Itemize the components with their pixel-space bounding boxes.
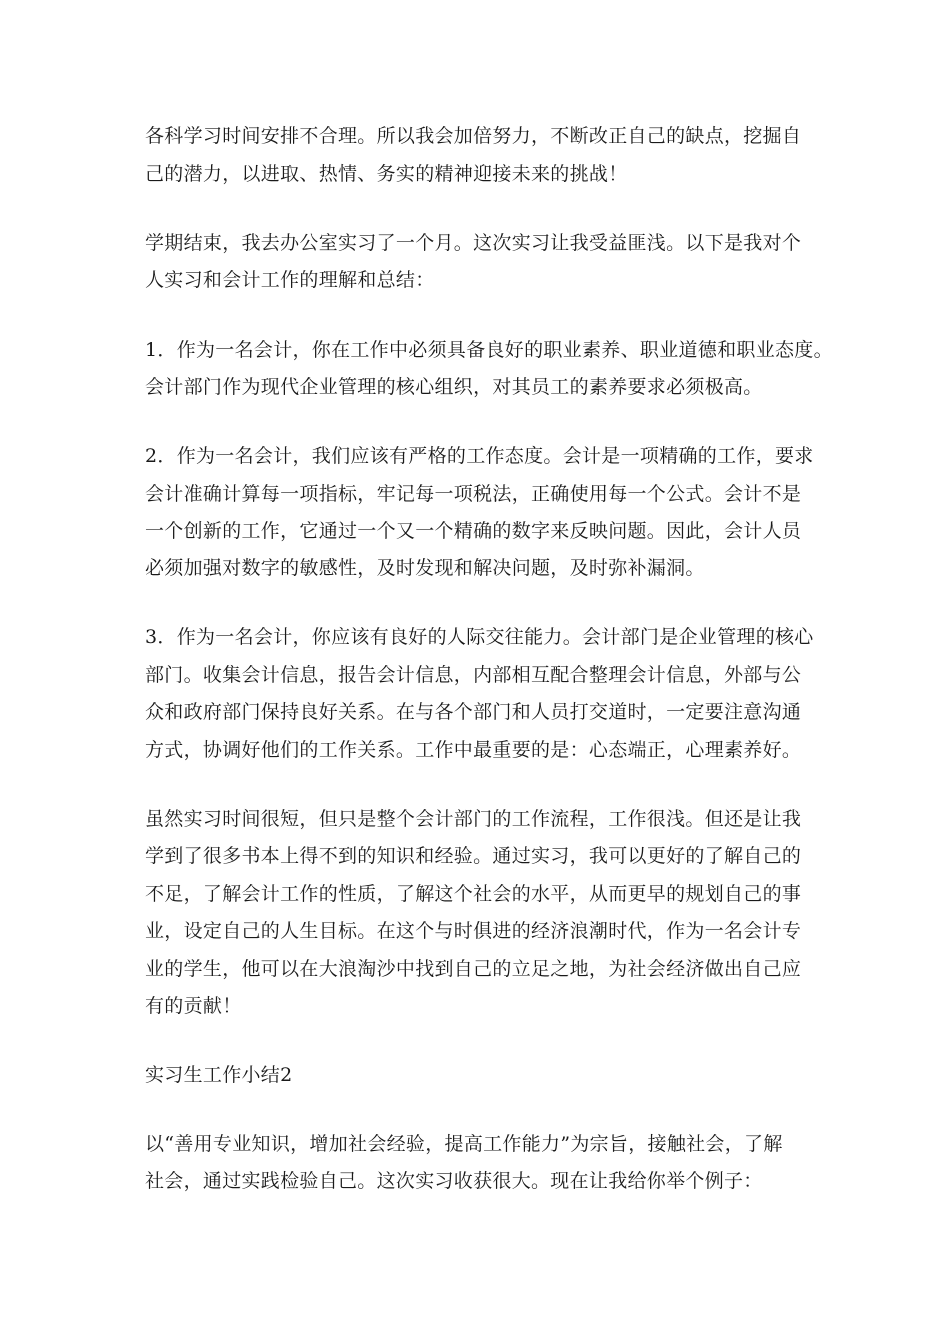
paragraph-line: 己的潜力，以进取、热情、务实的精神迎接未来的挑战！ bbox=[145, 163, 628, 185]
paragraph-line: 必须加强对数字的敏感性，及时发现和解决问题，及时弥补漏洞。 bbox=[145, 557, 705, 579]
paragraph-line: 会计部门作为现代企业管理的核心组织，对其员工的素养要求必须极高。 bbox=[145, 376, 763, 398]
paragraph-line: 各科学习时间安排不合理。所以我会加倍努力，不断改正自己的缺点，挖掘自 bbox=[145, 125, 802, 147]
paragraph-line: 方式，协调好他们的工作关系。工作中最重要的是：心态端正，心理素养好。 bbox=[145, 739, 802, 761]
paragraph-line: 虽然实习时间很短，但只是整个会计部门的工作流程，工作很浅。但还是让我 bbox=[145, 808, 802, 830]
paragraph-line: 不足，了解会计工作的性质，了解这个社会的水平，从而更早的规划自己的事 bbox=[145, 883, 802, 905]
paragraph-line: 1．作为一名会计，你在工作中必须具备良好的职业素养、职业道德和职业态度。 bbox=[145, 339, 833, 361]
paragraph-line: 部门。收集会计信息，报告会计信息，内部相互配合整理会计信息，外部与公 bbox=[145, 664, 802, 686]
paragraph-line: 学到了很多书本上得不到的知识和经验。通过实习，我可以更好的了解自己的 bbox=[145, 845, 802, 867]
paragraph-line: 一个创新的工作，它通过一个又一个精确的数字来反映问题。因此，会计人员 bbox=[145, 520, 802, 542]
paragraph-line: 学期结束，我去办公室实习了一个月。这次实习让我受益匪浅。以下是我对个 bbox=[145, 232, 802, 254]
paragraph-line: 众和政府部门保持良好关系。在与各个部门和人员打交道时，一定要注意沟通 bbox=[145, 701, 802, 723]
paragraph-line: 业的学生，他可以在大浪淘沙中找到自己的立足之地，为社会经济做出自己应 bbox=[145, 958, 802, 980]
paragraph-line: 人实习和会计工作的理解和总结： bbox=[145, 269, 435, 291]
paragraph-line: 3．作为一名会计，你应该有良好的人际交往能力。会计部门是企业管理的核心 bbox=[145, 626, 814, 648]
paragraph-line: 2．作为一名会计，我们应该有严格的工作态度。会计是一项精确的工作，要求 bbox=[145, 445, 814, 467]
paragraph-line: 社会，通过实践检验自己。这次实习收获很大。现在让我给你举个例子： bbox=[145, 1170, 763, 1192]
section-heading: 实习生工作小结2 bbox=[145, 1064, 293, 1086]
paragraph-line: 会计准确计算每一项指标，牢记每一项税法，正确使用每一个公式。会计不是 bbox=[145, 483, 802, 505]
paragraph-line: 业，设定自己的人生目标。在这个与时俱进的经济浪潮时代，作为一名会计专 bbox=[145, 920, 802, 942]
paragraph-line: 以“善用专业知识，增加社会经验，提高工作能力”为宗旨，接触社会，了解 bbox=[145, 1133, 783, 1155]
paragraph-line: 有的贡献！ bbox=[145, 995, 242, 1017]
